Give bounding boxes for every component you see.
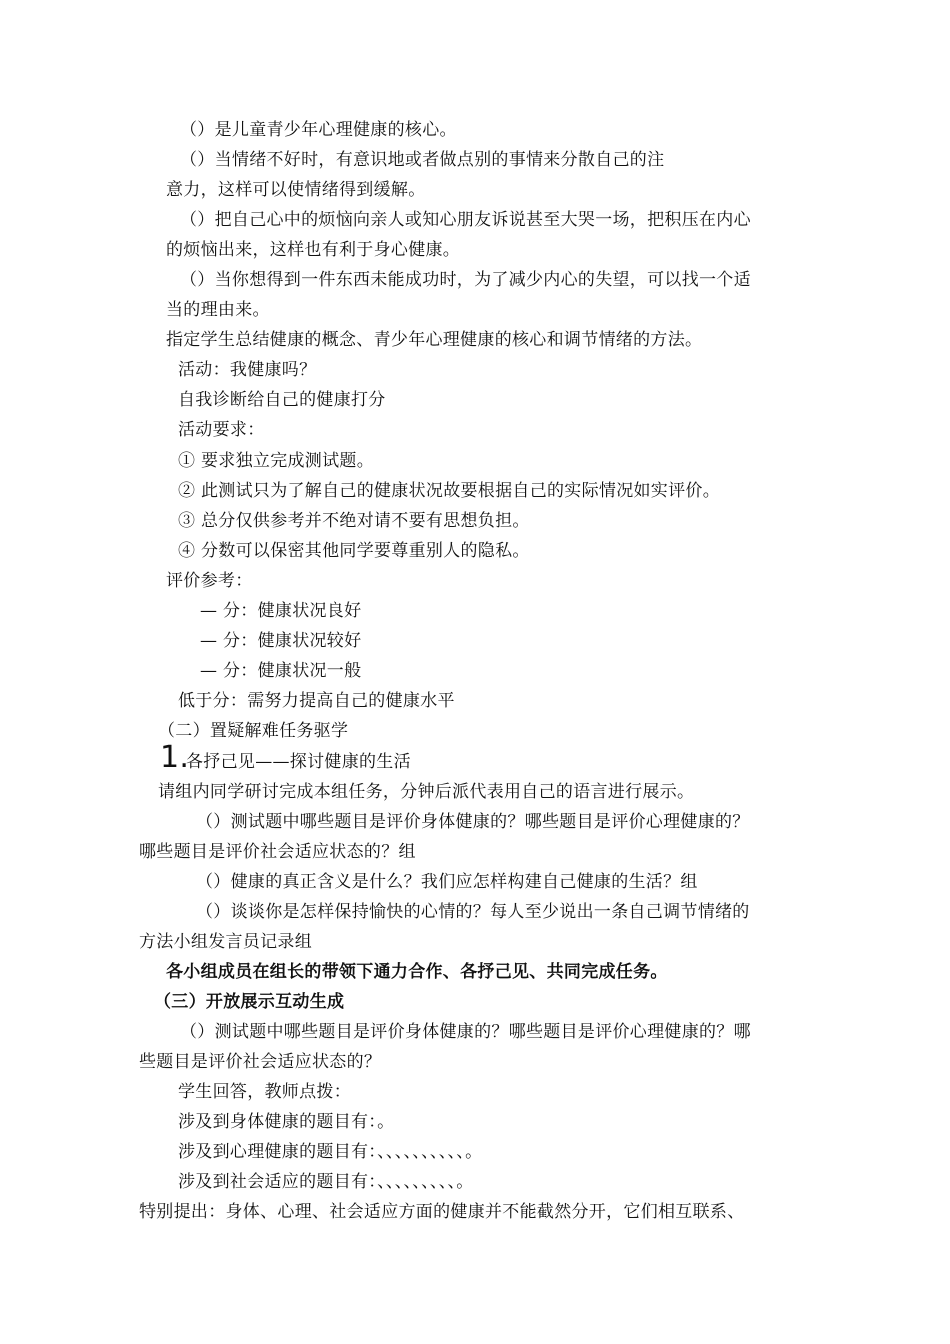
text-line: 涉及到心理健康的题目有：、、、、、、、、、、。 <box>178 1142 483 1162</box>
text-line: 活动：我健康吗？ <box>178 360 317 380</box>
text-line: （）测试题中哪些题目是评价身体健康的？哪些题目是评价心理健康的？ <box>196 812 750 832</box>
item-heading: 各抒己见——探讨健康的生活 <box>186 752 411 772</box>
text-line: 学生回答，教师点拨： <box>178 1082 351 1102</box>
text-line: 方法小组发言员记录组 <box>139 932 312 952</box>
text-line: 特别提出：身体、心理、社会适应方面的健康并不能截然分开，它们相互联系、 <box>139 1202 745 1222</box>
text-line: 意力，这样可以使情绪得到缓解。 <box>166 180 426 200</box>
list-item: ① 要求独立完成测试题。 <box>178 451 375 471</box>
score-row: 低于分：需努力提高自己的健康水平 <box>178 691 455 711</box>
score-row: — 分：健康状况一般 <box>200 661 362 681</box>
text-line: （）测试题中哪些题目是评价身体健康的？哪些题目是评价心理健康的？哪 <box>180 1022 751 1042</box>
text-line: 当的理由来。 <box>166 300 270 320</box>
text-line: 涉及到身体健康的题目有：。 <box>178 1112 395 1132</box>
text-line: （）当你想得到一件东西未能成功时，为了减少内心的失望，可以找一个适 <box>180 270 751 290</box>
score-row: — 分：健康状况较好 <box>200 631 362 651</box>
text-line: 自我诊断给自己的健康打分 <box>178 390 386 410</box>
text-line: 指定学生总结健康的概念、青少年心理健康的核心和调节情绪的方法。 <box>166 330 703 350</box>
text-line: 涉及到社会适应的题目有：、、、、、、、、、。 <box>178 1172 474 1192</box>
list-item: ④ 分数可以保密其他同学要尊重别人的隐私。 <box>178 541 530 561</box>
section-heading: （二）置疑解难任务驱学 <box>158 721 349 741</box>
text-line: 请组内同学研讨完成本组任务，分钟后派代表用自己的语言进行展示。 <box>158 782 695 802</box>
section-heading: （三）开放展示互动生成 <box>154 992 345 1012</box>
text-line: （）健康的真正含义是什么？我们应怎样构建自己健康的生活？组 <box>196 872 698 892</box>
text-line: （）谈谈你是怎样保持愉快的心情的？每人至少说出一条自己调节情绪的 <box>196 902 750 922</box>
text-line: 些题目是评价社会适应状态的？ <box>139 1052 382 1072</box>
item-number: 1. <box>160 740 190 775</box>
text-line: （）把自己心中的烦恼向亲人或知心朋友诉说甚至大哭一场，把积压在内心 <box>180 210 751 230</box>
bold-paragraph: 各小组成员在组长的带领下通力合作、各抒己见、共同完成任务。 <box>166 962 668 982</box>
text-line: 哪些题目是评价社会适应状态的？组 <box>139 842 416 862</box>
text-line: 的烦恼出来，这样也有利于身心健康。 <box>166 240 461 260</box>
text-line: 活动要求： <box>178 420 265 440</box>
score-row: — 分：健康状况良好 <box>200 601 362 621</box>
text-line: （）当情绪不好时，有意识地或者做点别的事情来分散自己的注 <box>180 150 665 170</box>
list-item: ② 此测试只为了解自己的健康状况故要根据自己的实际情况如实评价。 <box>178 481 721 501</box>
list-item: ③ 总分仅供参考并不绝对请不要有思想负担。 <box>178 511 530 531</box>
text-line: 评价参考： <box>166 571 253 591</box>
text-line: （）是儿童青少年心理健康的核心。 <box>180 120 457 140</box>
